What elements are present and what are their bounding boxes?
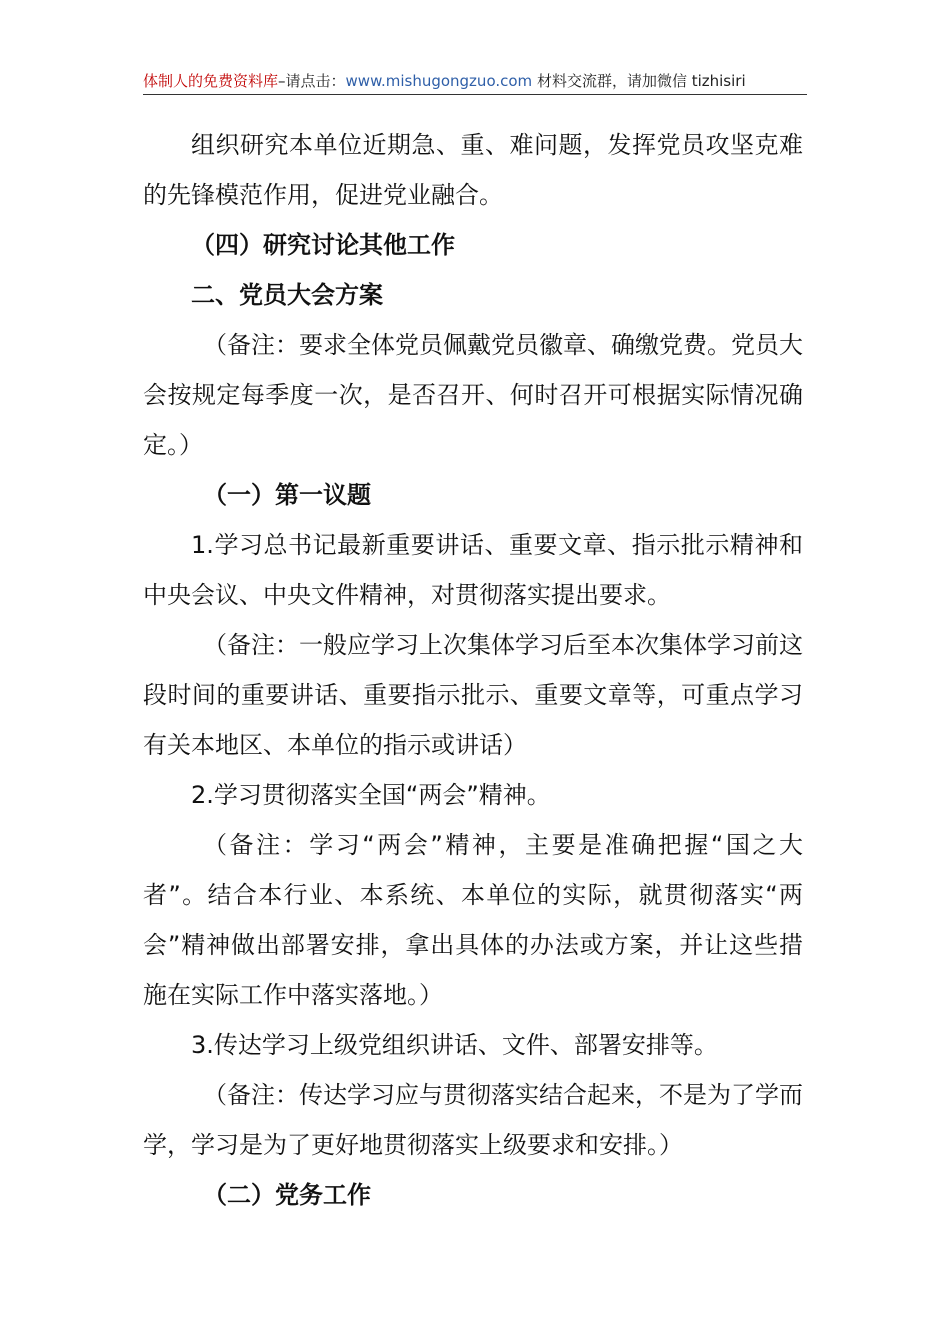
- note-paragraph: （备注：传达学习应与贯彻落实结合起来，不是为了学而学，学习是为了更好地贯彻落实上级要求和安排。）: [143, 1081, 803, 1159]
- heading-party-affairs: （二）党务工作: [203, 1181, 371, 1209]
- page-header: [143, 68, 807, 95]
- note-paragraph: （备注：一般应学习上次集体学习后至本次集体学习前这段时间的重要讲话、重要指示批示、重要文章等，可重点学习有关本地区、本单位的指示或讲话）: [143, 631, 803, 759]
- document-body: [143, 120, 803, 1220]
- list-item-3: 3.传达学习上级党组织讲话、文件、部署安排等。: [191, 1031, 718, 1059]
- note-paragraph: （备注：学习“两会”精神，主要是准确把握“国之大者”。结合本行业、本系统、本单位的实际，就贯彻落实“两会”精神做出部署安排，拿出具体的办法或方案，并让这些措施在实际工作中落实落地。）: [143, 831, 803, 1009]
- heading-section-4: （四）研究讨论其他工作: [191, 231, 455, 259]
- list-item-1: 1.学习总书记最新重要讲话、重要文章、指示批示精神和中央会议、中央文件精神，对贯彻落实提出要求。: [143, 531, 803, 609]
- header-url-link[interactable]: www.mishugongzuo.com: [345, 72, 533, 90]
- header-prompt: –请点击：: [278, 72, 346, 90]
- list-item-2: 2.学习贯彻落实全国“两会”精神。: [191, 781, 551, 809]
- paragraph-intro: 组织研究本单位近期急、重、难问题，发挥党员攻坚克难的先锋模范作用，促进党业融合。: [143, 131, 803, 209]
- header-contact: 材料交流群，请加微信 tizhisiri: [532, 72, 746, 90]
- heading-first-topic: （一）第一议题: [203, 481, 371, 509]
- header-brand: 体制人的免费资料库: [143, 72, 279, 90]
- heading-party-congress-plan: 二、党员大会方案: [191, 281, 383, 309]
- note-paragraph: （备注：要求全体党员佩戴党员徽章、确缴党费。党员大会按规定每季度一次，是否召开、何时召开可根据实际情况确定。）: [143, 331, 803, 459]
